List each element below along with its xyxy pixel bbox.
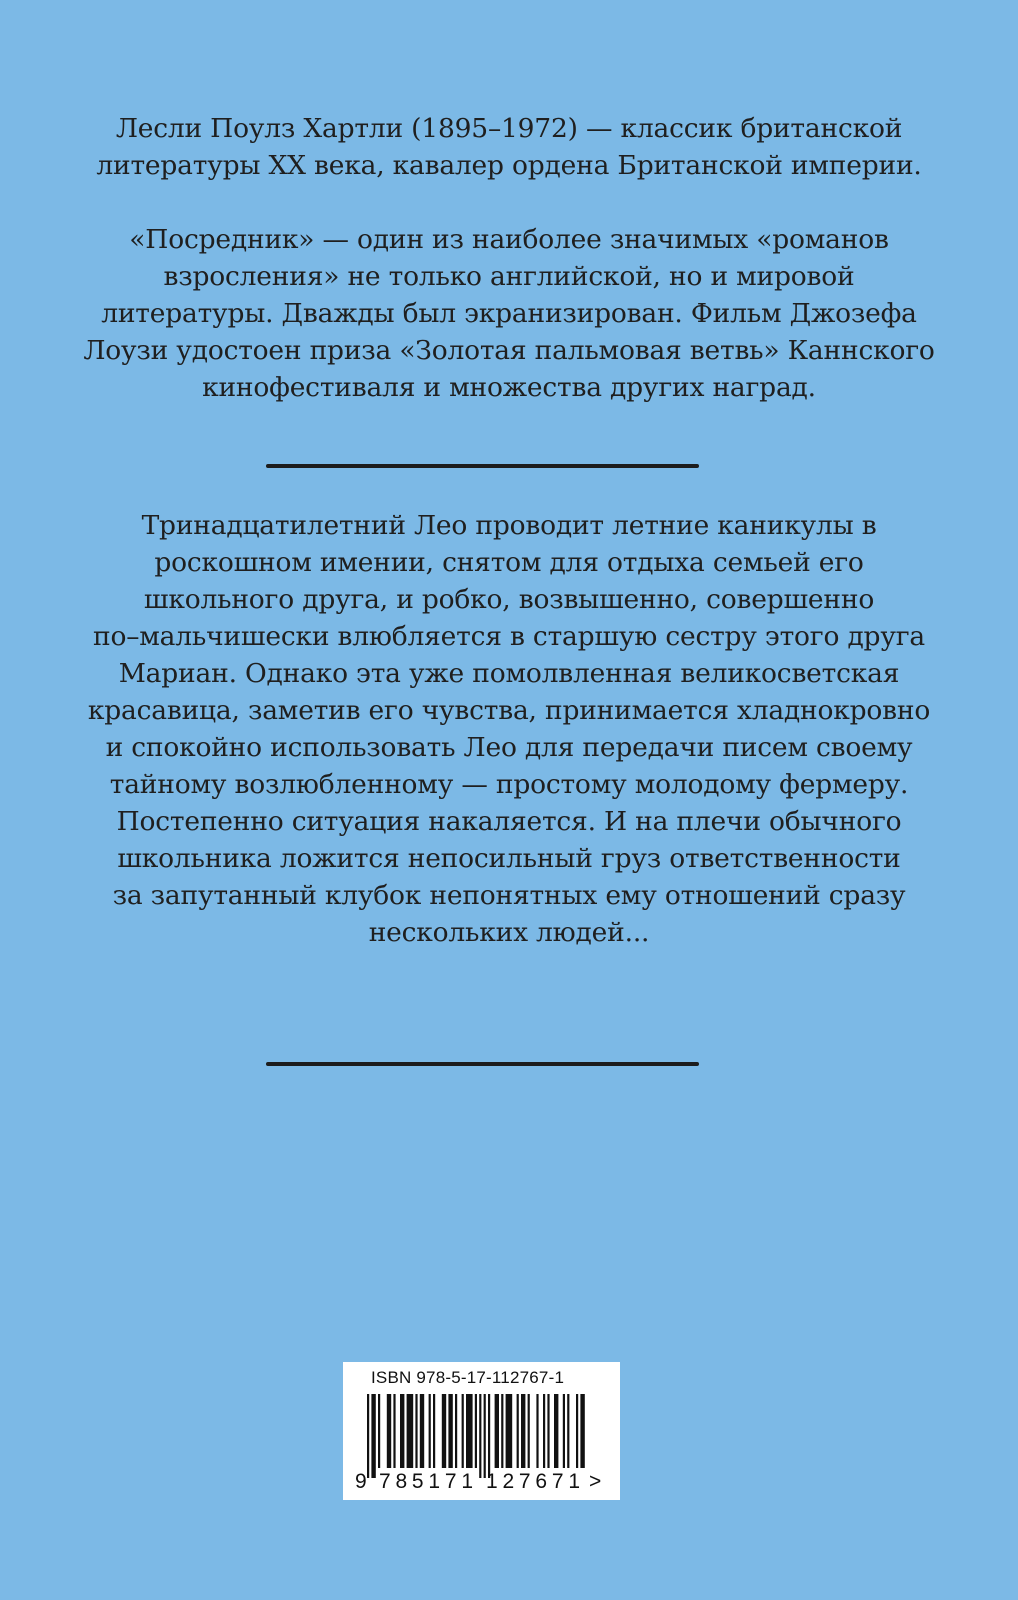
barcode-bar <box>420 1394 424 1468</box>
plot-summary-line: Мариан. Однако эта уже помолвленная великосветская <box>118 658 900 689</box>
book-about-line: литературы. Дважды был экранизирован. Фильм Джозефа <box>101 298 917 329</box>
plot-summary-line: красавица, заметив его чувства, принимается хладнокровно <box>87 695 931 726</box>
barcode-bar <box>580 1394 584 1468</box>
plot-summary-paragraph <box>70 507 948 951</box>
barcode-bar <box>393 1394 395 1468</box>
barcode-bar <box>563 1394 565 1468</box>
plot-summary-line: тайному возлюбленному — простому молодому фермеру. <box>109 769 909 800</box>
barcode-bar <box>371 1394 375 1478</box>
barcode-bar <box>479 1394 481 1478</box>
plot-summary-line: по–мальчишески влюбляется в старшую сестру этого друга <box>93 621 925 652</box>
barcode-bars <box>343 1362 620 1500</box>
plot-summary-line: за запутанный клубок непонятных ему отношений сразу <box>112 880 906 911</box>
plot-summary-line: роскошном имении, снятом для отдыха семьей его <box>154 547 864 578</box>
barcode-bar <box>528 1394 530 1468</box>
barcode-bar <box>547 1394 549 1468</box>
author-bio-line: литературы XX века, кавалер ордена Британской империи. <box>96 150 922 181</box>
section-divider <box>266 464 699 468</box>
barcode-bar <box>567 1394 569 1468</box>
plot-summary-line: и спокойно использовать Лео для передачи писем своему <box>105 732 913 763</box>
barcode-bar <box>506 1394 513 1468</box>
barcode-bar <box>462 1394 464 1468</box>
barcode-bar <box>429 1394 431 1468</box>
barcode-bar <box>554 1394 558 1468</box>
barcode-bar <box>448 1394 452 1468</box>
barcode-left-digits: 785171 <box>379 1470 473 1493</box>
barcode-bar <box>442 1394 446 1468</box>
author-bio-line: Лесли Поулз Хартли (1895–1972) — классик британской <box>115 113 903 144</box>
barcode-bar <box>543 1394 545 1468</box>
barcode-bar <box>521 1394 525 1468</box>
barcode-bar <box>484 1394 486 1478</box>
plot-summary-line: Тринадцатилетний Лео проводит летние каникулы в <box>141 510 877 541</box>
barcode-bar <box>407 1394 414 1468</box>
book-about-line: взросления» не только английской, но и мировой <box>163 261 855 292</box>
barcode-bar <box>378 1394 380 1468</box>
barcode-bar <box>367 1394 369 1478</box>
barcode-bar <box>488 1394 490 1478</box>
barcode-bar <box>495 1394 499 1468</box>
barcode-bar <box>400 1394 404 1468</box>
plot-summary-line: школьного друга, и робко, возвышенно, совершенно <box>143 584 875 615</box>
book-about-line: «Посредник» — один из наиболее значимых «романов <box>129 224 889 255</box>
plot-summary-line: школьника ложится непосильный груз ответственности <box>117 843 901 874</box>
barcode-bar <box>501 1394 503 1468</box>
barcode-right-digits: 127671 <box>486 1470 580 1493</box>
barcode-bar <box>387 1394 391 1468</box>
barcode-bar <box>466 1394 473 1468</box>
section-divider <box>266 1062 699 1066</box>
barcode-quiet-zone-marker: > <box>589 1470 602 1493</box>
barcode-bar <box>455 1394 457 1468</box>
isbn-label: ISBN 978-5-17-112767-1 <box>371 1368 565 1387</box>
barcode-bar-group <box>367 1394 585 1478</box>
book-about-paragraph <box>70 221 948 406</box>
barcode-bar <box>475 1394 477 1468</box>
plot-summary-line: нескольких людей... <box>368 917 650 948</box>
book-about-line: кинофестиваля и множества других наград. <box>202 372 816 403</box>
barcode-bar <box>536 1394 538 1468</box>
barcode-bar <box>433 1394 435 1468</box>
book-about-line: Лоузи удостоен приза «Золотая пальмовая ветвь» Каннского <box>83 335 935 366</box>
isbn-barcode <box>343 1362 620 1500</box>
plot-summary-line: Постепенно ситуация накаляется. И на плечи обычного <box>116 806 902 837</box>
barcode-lead-digit: 9 <box>355 1470 367 1493</box>
author-bio-paragraph <box>70 110 948 184</box>
barcode-bar <box>517 1394 519 1468</box>
barcode-bar <box>576 1394 578 1468</box>
barcode-bar <box>415 1394 417 1468</box>
